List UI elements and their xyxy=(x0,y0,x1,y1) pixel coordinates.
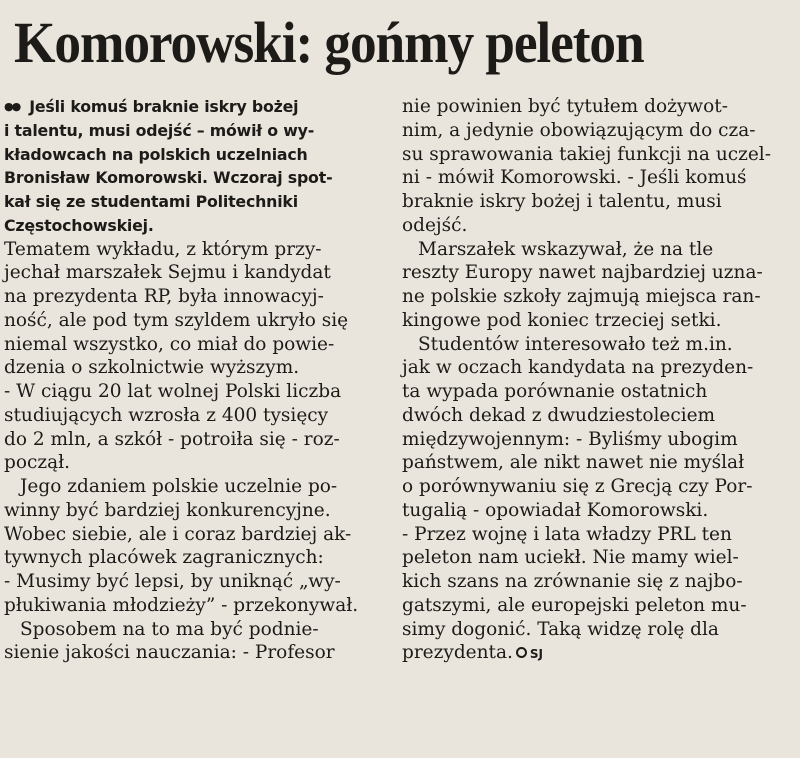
body-line-text: począł. xyxy=(4,452,70,474)
body-line-text: międzywojennym: - Byliśmy ubogim xyxy=(402,428,738,450)
body-line xyxy=(4,261,394,285)
body-line-text: prezydenta. xyxy=(402,642,513,664)
body-line xyxy=(4,641,394,665)
body-line xyxy=(4,428,394,452)
body-line xyxy=(402,143,796,167)
body-line xyxy=(402,641,796,665)
body-line xyxy=(402,119,796,143)
body-line-text: dzenia o szkolnictwie wyższym. xyxy=(4,357,300,379)
body-line-text: peleton nam uciekł. Nie mamy wiel- xyxy=(402,547,739,569)
body-line-text: studiujących wzrosła z 400 tysięcy xyxy=(4,404,329,426)
body-line xyxy=(402,404,796,428)
body-line xyxy=(402,546,796,570)
body-line-text: ne polskie szkoły zajmują miejsca ran- xyxy=(402,286,761,307)
body-line xyxy=(4,594,394,618)
lead-line xyxy=(4,95,394,119)
body-line xyxy=(402,285,796,309)
body-line xyxy=(4,356,394,380)
body-line-text: ność, ale pod tym szyldem ukryło się xyxy=(4,309,349,331)
lead-line xyxy=(4,119,394,143)
body-line-text: niemal wszystko, co miał do powie- xyxy=(4,333,335,355)
body-line-text: kingowe pod koniec trzeciej setki. xyxy=(402,309,722,331)
body-line-text: jechał marszałek Sejmu i kandydat xyxy=(4,262,331,284)
body-line-text: odejść. xyxy=(402,214,468,236)
lead-bullet-icon: ●● xyxy=(4,100,20,113)
body-line xyxy=(4,475,394,499)
body-line xyxy=(402,451,796,475)
left-column xyxy=(4,95,394,665)
body-line-text: Jego zdaniem polskie uczelnie po- xyxy=(20,476,338,497)
body-line xyxy=(402,309,796,333)
lead-line xyxy=(4,214,394,238)
body-line xyxy=(402,475,796,499)
body-line-text: tywnych placówek zagranicznych: xyxy=(4,547,324,569)
body-line-text: su sprawowania takiej funkcji na uczel- xyxy=(402,143,771,165)
body-line-text: na prezydenta RP, była innowacyj- xyxy=(4,286,324,307)
body-line-text: nim, a jedynie obowiązującym do cza- xyxy=(402,119,756,141)
lead-line xyxy=(4,190,394,214)
body-line-text: - Przez wojnę i lata władzy PRL ten xyxy=(402,523,732,545)
left-body xyxy=(4,238,394,666)
body-line-text: do 2 mln, a szkół - potroiła się - roz- xyxy=(4,428,340,450)
body-line-text: Tematem wykładu, z którym przy- xyxy=(4,238,322,260)
lead-line-text: i talentu, musi odejść – mówił o wy- xyxy=(4,120,315,140)
body-line xyxy=(4,451,394,475)
body-line-text: ni - mówił Komorowski. - Jeśli komuś xyxy=(402,167,747,189)
body-line-text: reszty Europy nawet najbardziej uzna- xyxy=(402,262,763,284)
end-mark-icon xyxy=(516,647,527,658)
body-line xyxy=(402,428,796,452)
right-column xyxy=(402,95,796,665)
body-line xyxy=(402,166,796,190)
body-line xyxy=(402,594,796,618)
body-line xyxy=(402,570,796,594)
body-line xyxy=(4,523,394,547)
body-line-text: nie powinien być tytułem dożywot- xyxy=(402,96,728,117)
author-initials: SJ xyxy=(529,647,543,662)
body-line-text: Studentów interesowało też m.in. xyxy=(418,333,733,355)
body-line-text: Sposobem na to ma być podnie- xyxy=(20,618,319,640)
body-line xyxy=(4,570,394,594)
lead-line-text: Częstochowskiej. xyxy=(4,215,154,235)
body-line xyxy=(402,618,796,642)
lead-line-text: Jeśli komuś braknie iskry bożej xyxy=(29,97,299,116)
body-line-text: - Musimy być lepsi, by uniknąć „wy- xyxy=(4,571,341,592)
body-line-text: gatszymi, ale europejski peleton mu- xyxy=(402,594,747,616)
body-line-text: państwem, ale nikt nawet nie myślał xyxy=(402,452,745,474)
body-line-text: płukiwania młodzieży” - przekonywał. xyxy=(4,594,359,616)
body-line xyxy=(4,285,394,309)
body-line xyxy=(4,546,394,570)
body-line-text: kich szans na zrównanie się z najbo- xyxy=(402,571,743,592)
lead-line-text: Bronisław Komorowski. Wczoraj spot- xyxy=(4,168,333,188)
body-line xyxy=(4,333,394,357)
body-line xyxy=(4,499,394,523)
body-line-text: winny być bardziej konkurencyjne. xyxy=(4,499,331,521)
body-line-text: ta wypada porównanie ostatnich xyxy=(402,381,708,402)
body-line xyxy=(402,261,796,285)
lead-line xyxy=(4,166,394,190)
body-line xyxy=(402,238,796,262)
body-line xyxy=(4,309,394,333)
lead-line-text: kładowcach na polskich uczelniach xyxy=(4,144,308,164)
body-line xyxy=(4,238,394,262)
body-line-text: - W ciągu 20 lat wolnej Polski liczba xyxy=(4,381,342,402)
body-line xyxy=(4,404,394,428)
lead-line xyxy=(4,143,394,167)
body-line xyxy=(402,214,796,238)
body-line xyxy=(402,356,796,380)
body-line-text: sienie jakości nauczania: - Profesor xyxy=(4,642,335,664)
body-line-text: o porównywaniu się z Grecją czy Por- xyxy=(402,476,753,497)
body-line-text: Wobec siebie, ale i coraz bardziej ak- xyxy=(4,523,352,545)
body-line xyxy=(4,618,394,642)
body-line-text: Marszałek wskazywał, że na tle xyxy=(418,238,714,260)
body-line xyxy=(402,499,796,523)
body-line xyxy=(402,333,796,357)
body-line xyxy=(4,380,394,404)
body-line-text: braknie iskry bożej i talentu, musi xyxy=(402,191,722,212)
body-line-text: simy dogonić. Taką widzę rolę dla xyxy=(402,618,719,640)
body-line-text: dwóch dekad z dwudziestoleciem xyxy=(402,404,716,426)
body-line-text: jak w oczach kandydata na prezyden- xyxy=(402,357,754,379)
body-line xyxy=(402,523,796,547)
lead-paragraph xyxy=(4,95,394,238)
lead-line-text: kał się ze studentami Politechniki xyxy=(4,192,298,211)
body-line xyxy=(402,380,796,404)
body-line xyxy=(402,190,796,214)
headline: Komorowski: gońmy peleton xyxy=(14,10,644,75)
body-line xyxy=(402,95,796,119)
right-body xyxy=(402,95,796,665)
body-line-text: tugalią - opowiadał Komorowski. xyxy=(402,499,709,521)
